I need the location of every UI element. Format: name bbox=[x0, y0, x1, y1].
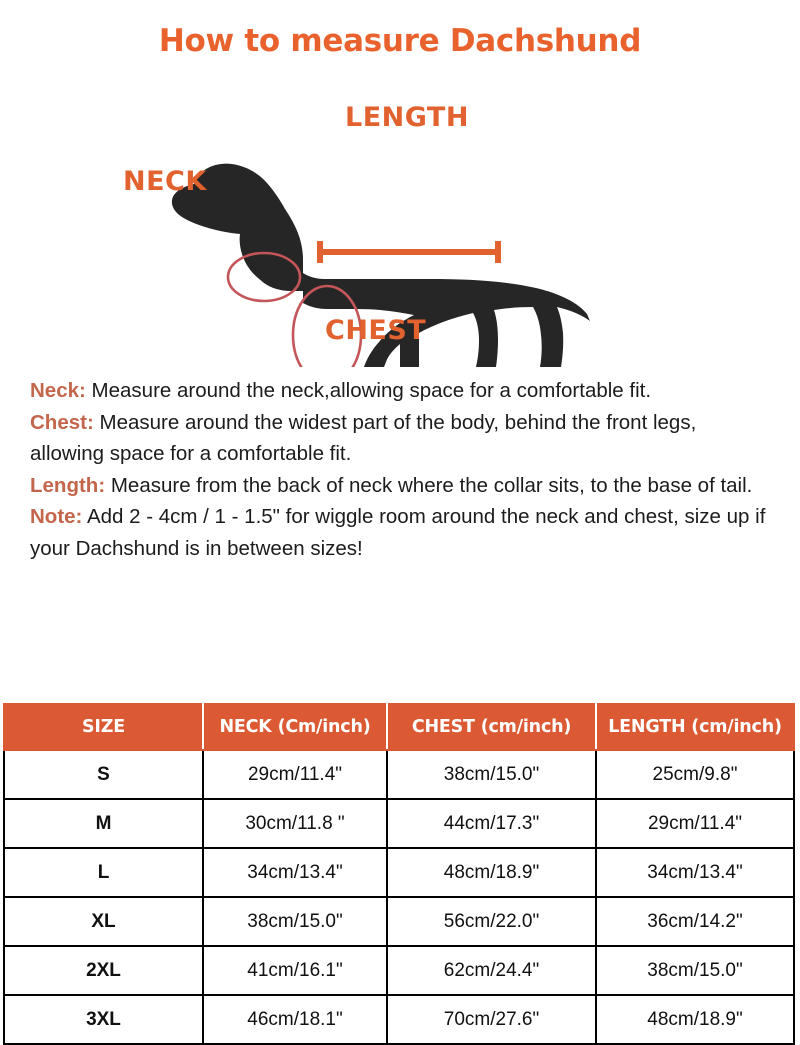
cell-size: M bbox=[4, 799, 203, 848]
cell-length: 36cm/14.2" bbox=[596, 897, 794, 946]
cell-neck: 38cm/15.0" bbox=[203, 897, 387, 946]
page-title: How to measure Dachshund bbox=[158, 23, 642, 59]
table-row bbox=[4, 799, 794, 848]
cell-chest: 48cm/18.9" bbox=[387, 848, 596, 897]
table-row bbox=[4, 897, 794, 946]
table-header-row bbox=[4, 704, 794, 750]
instruction-note-term: Note: bbox=[30, 505, 83, 528]
cell-neck: 41cm/16.1" bbox=[203, 946, 387, 995]
measurement-instructions bbox=[0, 367, 800, 564]
cell-neck: 30cm/11.8 " bbox=[203, 799, 387, 848]
cell-chest: 44cm/17.3" bbox=[387, 799, 596, 848]
cell-length: 38cm/15.0" bbox=[596, 946, 794, 995]
cell-length: 29cm/11.4" bbox=[596, 799, 794, 848]
instruction-neck-text: Measure around the neck,allowing space for a comfortable fit. bbox=[85, 379, 652, 402]
cell-size: L bbox=[4, 848, 203, 897]
cell-chest: 56cm/22.0" bbox=[387, 897, 596, 946]
header-length: LENGTH (cm/inch) bbox=[596, 704, 794, 750]
header-chest: CHEST (cm/inch) bbox=[387, 704, 596, 750]
table-row bbox=[4, 946, 794, 995]
instruction-neck bbox=[30, 375, 774, 407]
size-chart-table bbox=[3, 703, 795, 1045]
table-header bbox=[4, 704, 794, 750]
cell-size: S bbox=[4, 750, 203, 799]
chest-label: CHEST bbox=[325, 315, 427, 346]
cell-neck: 34cm/13.4" bbox=[203, 848, 387, 897]
cell-chest: 70cm/27.6" bbox=[387, 995, 596, 1044]
instruction-length-term: Length: bbox=[30, 473, 106, 497]
cell-length: 34cm/13.4" bbox=[596, 848, 794, 897]
instruction-chest bbox=[30, 407, 774, 470]
instruction-length bbox=[30, 470, 774, 502]
instruction-note-text: Add 2 - 4cm / 1 - 1.5" for wiggle room around the neck and chest, size up if your Dachshund is in between sizes! bbox=[30, 505, 766, 560]
instruction-neck-term: Neck: bbox=[30, 379, 86, 402]
header-size: SIZE bbox=[4, 704, 203, 750]
cell-size: 3XL bbox=[4, 995, 203, 1044]
cell-chest: 62cm/24.4" bbox=[387, 946, 596, 995]
neck-label: NECK bbox=[123, 166, 207, 197]
size-chart-container bbox=[3, 703, 793, 1045]
cell-neck: 29cm/11.4" bbox=[203, 750, 387, 799]
cell-size: XL bbox=[4, 897, 203, 946]
table-body bbox=[4, 750, 794, 1044]
cell-length: 48cm/18.9" bbox=[596, 995, 794, 1044]
instruction-chest-term: Chest: bbox=[30, 410, 94, 434]
cell-length: 25cm/9.8" bbox=[596, 750, 794, 799]
instruction-note bbox=[30, 501, 774, 564]
header-neck: NECK (Cm/inch) bbox=[203, 704, 387, 750]
instruction-length-text: Measure from the back of neck where the collar sits, to the base of tail. bbox=[105, 473, 753, 497]
length-label: LENGTH bbox=[345, 102, 469, 133]
table-row bbox=[4, 750, 794, 799]
cell-chest: 38cm/15.0" bbox=[387, 750, 596, 799]
table-row bbox=[4, 848, 794, 897]
cell-neck: 46cm/18.1" bbox=[203, 995, 387, 1044]
cell-size: 2XL bbox=[4, 946, 203, 995]
measurement-diagram bbox=[0, 67, 800, 367]
instruction-chest-text: Measure around the widest part of the body, behind the front legs, allowing space for a comfortable fit. bbox=[30, 410, 697, 465]
length-measure-bar bbox=[317, 241, 501, 263]
